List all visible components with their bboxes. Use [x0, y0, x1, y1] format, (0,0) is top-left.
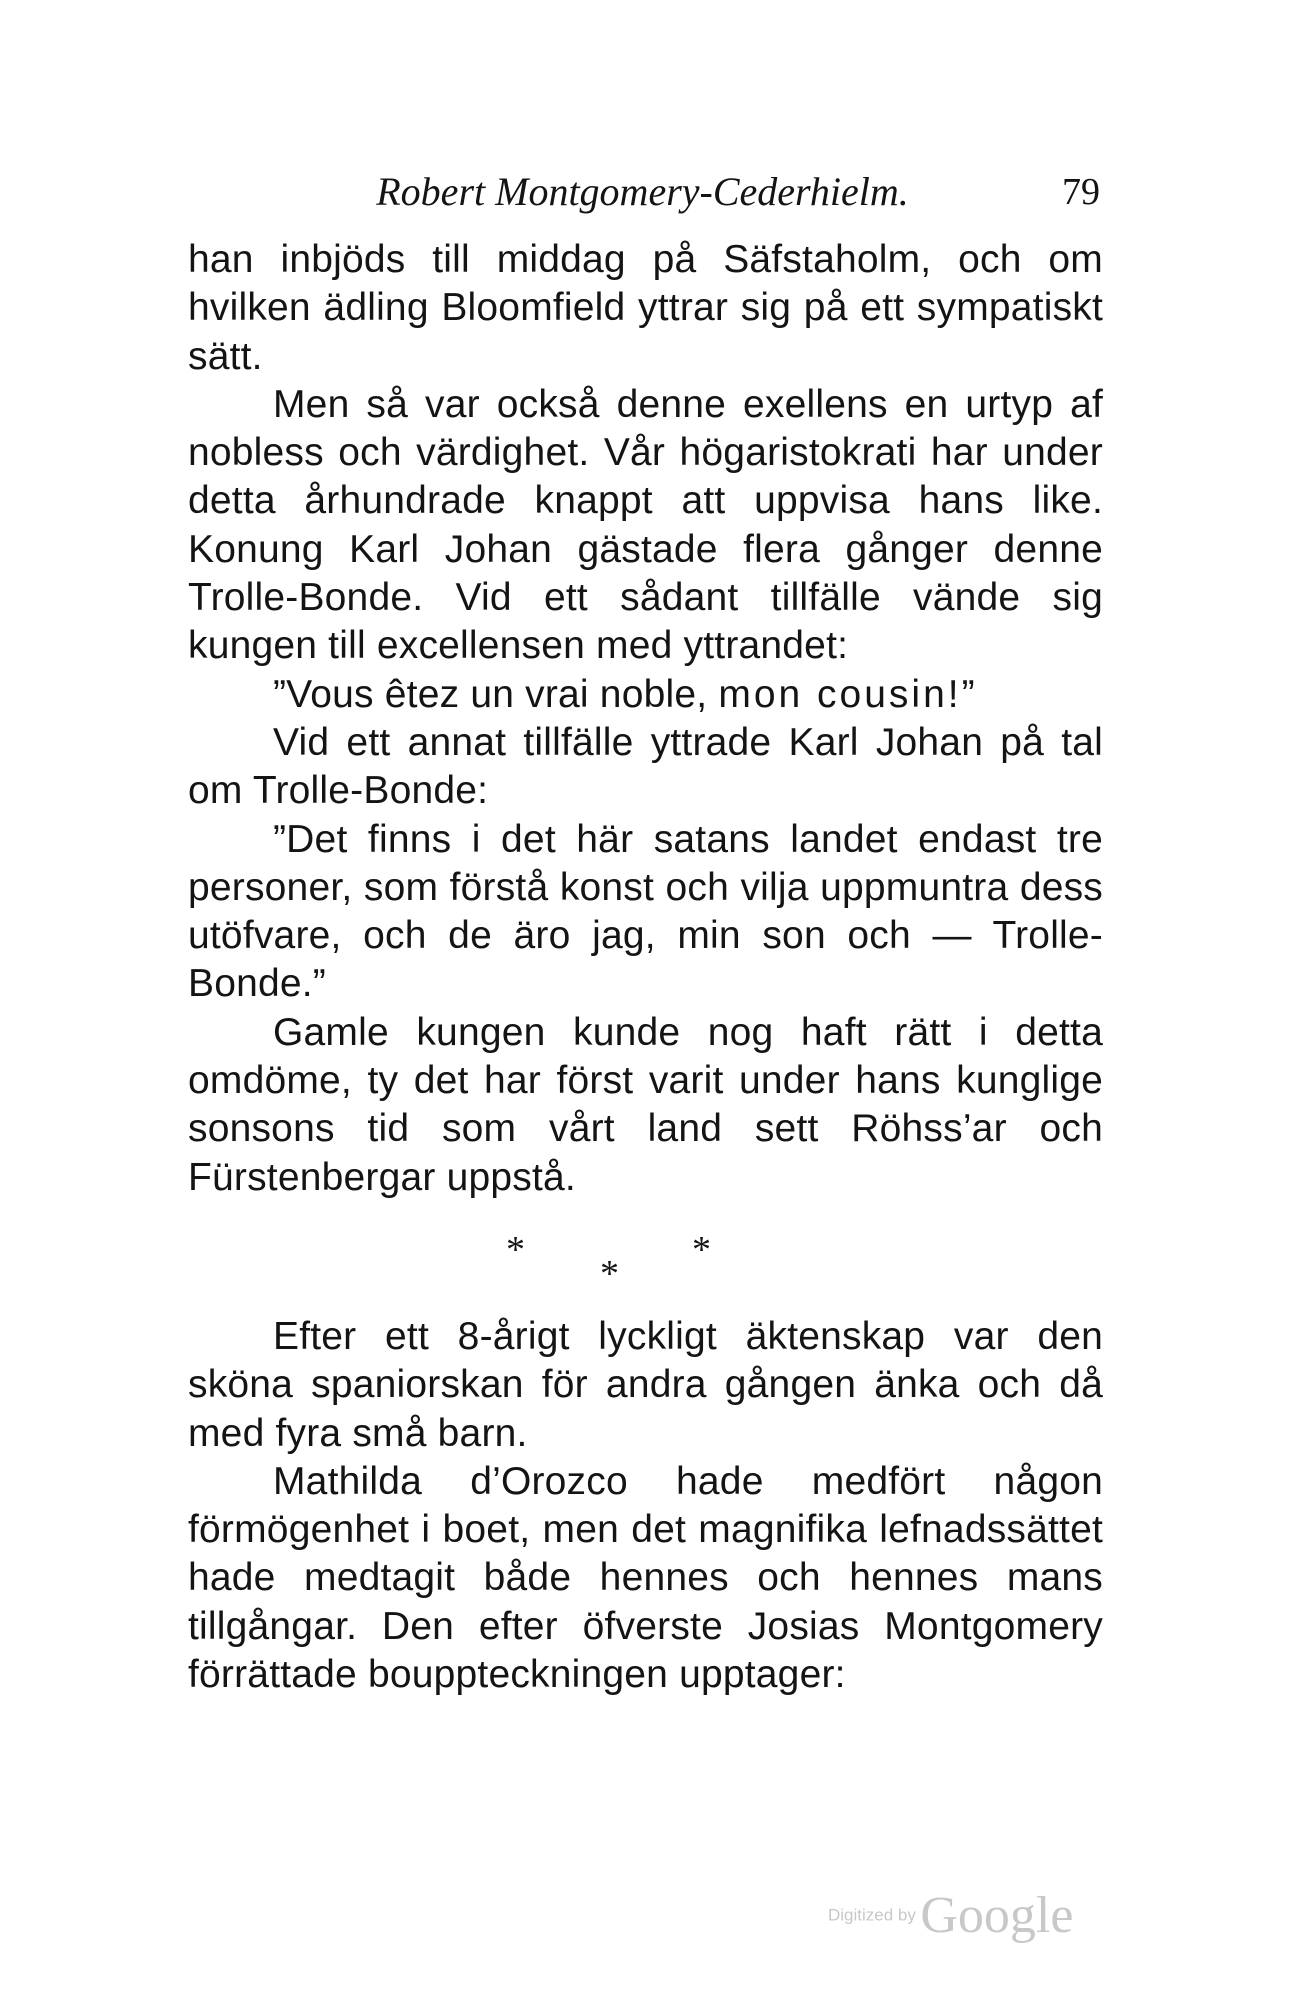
digitized-by-label: Digitized by	[828, 1905, 916, 1925]
quote-text: ”Vous êtez un vrai noble,	[273, 672, 708, 716]
running-head	[185, 162, 1100, 222]
paragraph-6: Mathilda d’Orozco hade medfört någon förmögenhet i boet, men det magnifika lefnadssättet hade medtagit både hennes och hennes mans tillgångar. Den efter öfverste Josias Montgomery förrättade bouppteckningen upptager:	[188, 1459, 1103, 1697]
paragraph-3: Vid ett annat tillfälle yttrade Karl Johan på tal om Trolle-Bonde:	[188, 720, 1103, 813]
text-block-upper	[188, 236, 1103, 1202]
quote-vous-etez	[188, 671, 1103, 719]
quote-det-finns: ”Det finns i det här satans landet endast tre personer, som förstå konst och vilja uppmuntra dess utöfvare, och de äro jag, min son och — Trolle-Bonde.”	[188, 817, 1103, 1006]
google-logo: Google	[920, 1887, 1074, 1944]
text-block-lower	[188, 1313, 1103, 1699]
asterisk-middle: *	[600, 1253, 619, 1295]
asterisk-right: *	[692, 1229, 711, 1271]
section-break-asterism	[480, 1228, 760, 1298]
asterisk-left: *	[506, 1229, 525, 1271]
page-number: 79	[1062, 171, 1100, 213]
paragraph-5: Efter ett 8-årigt lyckligt äktenskap var den sköna spaniorskan för andra gången änka och då med fyra små barn.	[188, 1315, 1103, 1455]
running-title: Robert Montgomery-Cederhielm.	[376, 169, 909, 214]
paragraph-4: Gamle kungen kunde nog haft rätt i detta omdöme, ty det har först varit under hans kunglige sonsons tid som vårt land sett Röhss’ar och Fürstenbergar uppstå.	[188, 1010, 1103, 1199]
paragraph-2: Men så var också denne exellens en urtyp af nobless och värdighet. Vår högaristokrati har under detta århundrade knappt att uppvisa hans like. Konung Karl Johan gästade flera gånger denne Trolle-Bonde. Vid ett sådant tillfälle vände sig kungen till excellensen med yttrandet:	[188, 382, 1103, 668]
quote-spaced-text: mon cousin!”	[718, 672, 978, 716]
paragraph-1: han inbjöds till middag på Säfstaholm, och om hvilken ädling Bloomfield yttrar sig på ett sympatiskt sätt.	[188, 238, 1103, 378]
digitized-watermark	[828, 1886, 1073, 1946]
